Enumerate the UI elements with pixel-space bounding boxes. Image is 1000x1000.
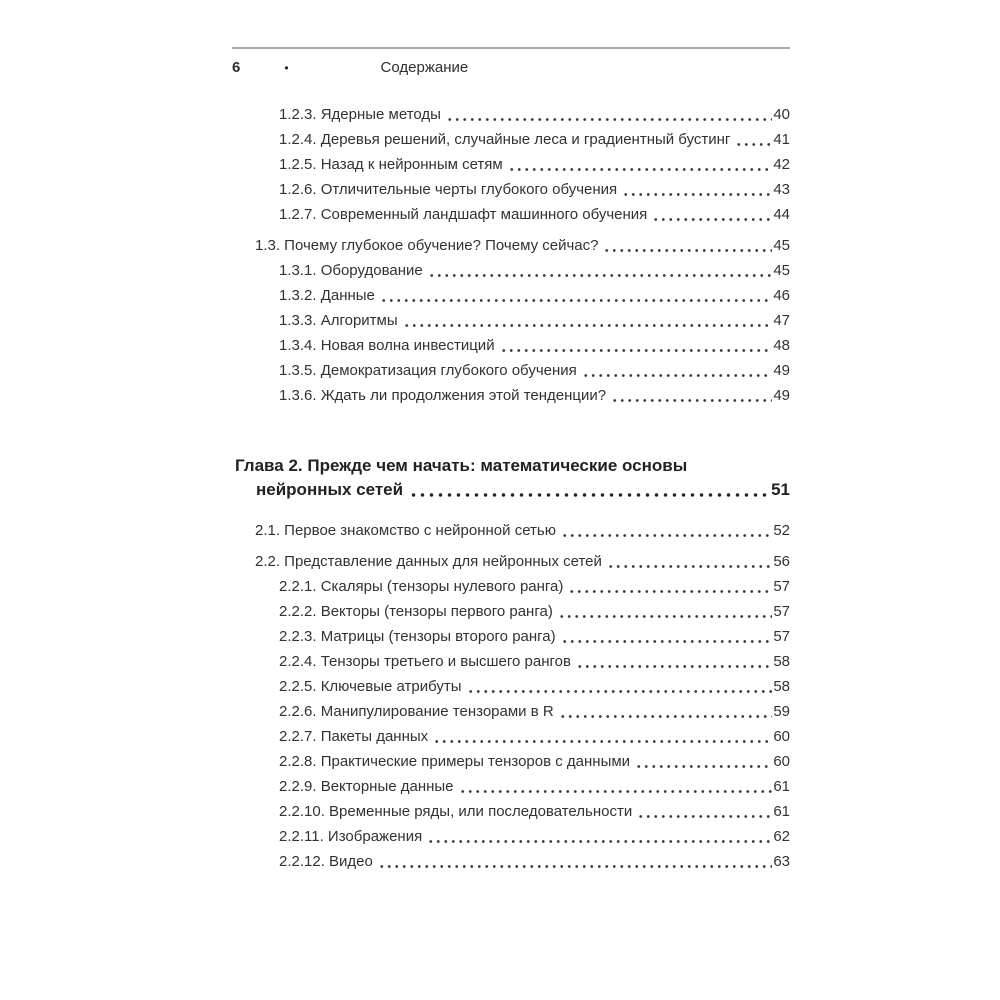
leader-dots — [637, 799, 772, 824]
toc-entry-label: 1.3.2. Данные — [279, 287, 375, 304]
leader-dots — [508, 152, 773, 177]
toc-entry-page: 62 — [773, 828, 790, 845]
toc-entry-page: 48 — [773, 337, 790, 354]
toc-entry-page: 59 — [773, 703, 790, 720]
toc-entry-page: 58 — [773, 678, 790, 695]
leader-dots — [603, 233, 772, 258]
toc-entry-page: 47 — [773, 312, 790, 329]
chapter-heading-line1: Глава 2. Прежде чем начать: математические основы — [235, 456, 688, 475]
leader-dots — [378, 849, 772, 874]
page-header — [232, 59, 790, 76]
toc-entry — [232, 308, 790, 333]
toc-entry — [232, 202, 790, 227]
toc-entry-page: 57 — [773, 603, 790, 620]
toc-list — [232, 102, 790, 408]
toc-entry-label: 2.2.4. Тензоры третьего и высшего рангов — [279, 653, 571, 670]
leader-dots — [428, 258, 773, 283]
toc-entry — [232, 599, 790, 624]
leader-dots — [467, 674, 773, 699]
leader-dots — [561, 624, 773, 649]
toc-entry-page: 57 — [773, 578, 790, 595]
leader-dots — [582, 358, 773, 383]
toc-entry-label: 1.2.3. Ядерные методы — [279, 106, 441, 123]
toc-entry-page: 63 — [773, 853, 790, 870]
toc-entry-label: 1.2.7. Современный ландшафт машинного обучения — [279, 206, 648, 223]
toc-entry-label: 1.2.4. Деревья решений, случайные леса и градиентный бустинг — [279, 131, 731, 148]
toc-entry-page: 57 — [773, 628, 790, 645]
toc — [232, 102, 790, 874]
page-number: 6 — [232, 59, 241, 76]
running-title: Содержание — [380, 59, 469, 76]
toc-entry — [232, 674, 790, 699]
toc-entry-page: 45 — [773, 262, 790, 279]
bullet-separator: • — [284, 61, 289, 75]
toc-entry-label: 2.2. Представление данных для нейронных сетей — [255, 553, 602, 570]
toc-entry-label: 2.2.5. Ключевые атрибуты — [279, 678, 462, 695]
toc-entry — [232, 233, 790, 258]
leader-dots — [558, 599, 772, 624]
toc-entry-label: 2.2.1. Скаляры (тензоры нулевого ранга) — [279, 578, 564, 595]
toc-entry — [232, 649, 790, 674]
toc-entry — [232, 749, 790, 774]
toc-entry-label: 1.2.6. Отличительные черты глубокого обучения — [279, 181, 618, 198]
toc-entry — [232, 152, 790, 177]
chapter-heading — [232, 454, 790, 502]
leader-dots — [652, 202, 772, 227]
toc-entry — [232, 849, 790, 874]
toc-entry — [232, 358, 790, 383]
header-rule — [232, 47, 790, 49]
toc-entry-page: 52 — [773, 522, 790, 539]
toc-entry-page: 42 — [773, 156, 790, 173]
toc-entry-page: 46 — [773, 287, 790, 304]
leader-dots — [446, 102, 772, 127]
leader-dots — [403, 308, 773, 333]
toc-entry-page: 61 — [773, 778, 790, 795]
leader-dots — [607, 549, 772, 574]
leader-dots — [427, 824, 772, 849]
toc-entry-page: 43 — [773, 181, 790, 198]
toc-entry-page: 60 — [773, 753, 790, 770]
toc-entry-label: 1.3.4. Новая волна инвестиций — [279, 337, 495, 354]
toc-entry-label: 2.2.6. Манипулирование тензорами в R — [279, 703, 554, 720]
toc-entry — [232, 333, 790, 358]
toc-entry-label: 1.3.5. Демократизация глубокого обучения — [279, 362, 577, 379]
toc-entry — [232, 549, 790, 574]
toc-entry-page: 49 — [773, 387, 790, 404]
toc-entry — [232, 824, 790, 849]
toc-entry-label: 2.2.11. Изображения — [279, 828, 423, 845]
leader-dots — [576, 649, 772, 674]
toc-entry — [232, 258, 790, 283]
toc-entry — [232, 283, 790, 308]
toc-entry-label: 2.2.10. Временные ряды, или последовательности — [279, 803, 633, 820]
chapter-heading-label: нейронных сетей — [256, 480, 404, 499]
toc-entry-page: 56 — [773, 553, 790, 570]
toc-entry — [232, 102, 790, 127]
toc-entry — [232, 699, 790, 724]
toc-entry — [232, 724, 790, 749]
toc-entry-page: 49 — [773, 362, 790, 379]
toc-entry-page: 61 — [773, 803, 790, 820]
toc-entry — [232, 624, 790, 649]
toc-list — [232, 518, 790, 874]
toc-entry — [232, 574, 790, 599]
leader-dots — [459, 774, 773, 799]
toc-entry-label: 1.3. Почему глубокое обучение? Почему сейчас? — [255, 237, 599, 254]
toc-entry-page: 44 — [773, 206, 790, 223]
leader-dots — [635, 749, 772, 774]
toc-entry-label: 2.2.7. Пакеты данных — [279, 728, 429, 745]
leader-dots — [500, 333, 773, 358]
toc-entry-label: 2.2.2. Векторы (тензоры первого ранга) — [279, 603, 553, 620]
leader-dots — [622, 177, 772, 202]
toc-entry-label: 2.2.12. Видео — [279, 853, 373, 870]
toc-entry-page: 41 — [773, 131, 790, 148]
toc-entry-page: 45 — [773, 237, 790, 254]
toc-entry — [232, 774, 790, 799]
toc-entry-label: 2.1. Первое знакомство с нейронной сетью — [255, 522, 556, 539]
toc-entry-label: 2.2.8. Практические примеры тензоров с данными — [279, 753, 631, 770]
toc-entry-label: 1.3.6. Ждать ли продолжения этой тенденции? — [279, 387, 607, 404]
toc-entry — [232, 799, 790, 824]
toc-entry-page: 40 — [773, 106, 790, 123]
toc-entry-page: 60 — [773, 728, 790, 745]
toc-entry-label: 1.2.5. Назад к нейронным сетям — [279, 156, 503, 173]
leader-dots — [561, 518, 772, 543]
toc-entry-page: 58 — [773, 653, 790, 670]
toc-entry — [232, 383, 790, 408]
leader-dots — [735, 127, 772, 152]
leader-dots — [568, 574, 772, 599]
chapter-page-number: 51 — [771, 480, 790, 499]
toc-entry-label: 2.2.3. Матрицы (тензоры второго ранга) — [279, 628, 556, 645]
toc-entry — [232, 518, 790, 543]
leader-dots — [559, 699, 773, 724]
toc-entry-label: 1.3.3. Алгоритмы — [279, 312, 398, 329]
leader-dots — [611, 383, 772, 408]
leader-dots — [380, 283, 772, 308]
leader-dots — [433, 724, 772, 749]
chapter-heading-line2 — [232, 478, 790, 502]
toc-entry-label: 1.3.1. Оборудование — [279, 262, 423, 279]
toc-entry — [232, 127, 790, 152]
leader-dots — [409, 478, 770, 502]
toc-entry — [232, 177, 790, 202]
toc-entry-label: 2.2.9. Векторные данные — [279, 778, 454, 795]
